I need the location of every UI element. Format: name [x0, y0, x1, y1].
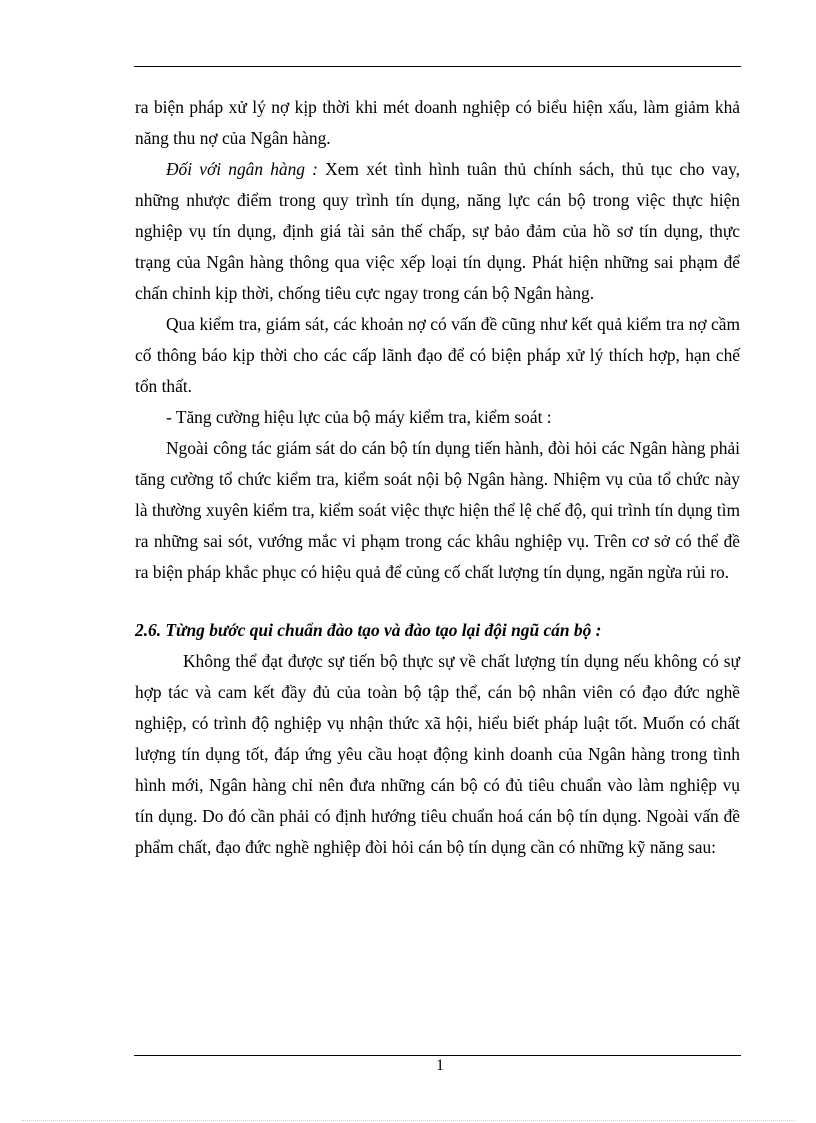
page-number: 1 [436, 1057, 444, 1074]
page-boundary [22, 1120, 794, 1121]
section-heading: 2.6. Từng bước qui chuẩn đào tạo và đào tạo lại đội ngũ cán bộ : [135, 620, 602, 640]
paragraph-lead: Đối với ngân hàng : [166, 159, 318, 179]
bullet-heading: - Tăng cường hiệu lực của bộ máy kiểm tra, kiểm soát : [166, 407, 552, 427]
paragraph: Ngoài công tác giám sát do cán bộ tín dụng tiến hành, đòi hỏi các Ngân hàng phải tăng cường tổ chức kiểm tra, kiểm soát nội bộ Ngân hàng. Nhiệm vụ của tổ chức này là thường xuyên kiểm tra, kiểm soát việc thực hiện thể lệ chế độ, qui trình tín dụng tìm ra những sai sót, vướng mắc vi phạm trong các khâu nghiệp vụ. Trên cơ sở có thể đề ra biện pháp khắc phục có hiệu quả để củng cố chất lượng tín dụng, ngăn ngừa rủi ro. [135, 438, 740, 582]
header-rule [134, 66, 741, 67]
paragraph: Qua kiểm tra, giám sát, các khoản nợ có vấn đề cũng như kết quả kiểm tra nợ cầm cố thông báo kịp thời cho các cấp lãnh đạo để có biện pháp xử lý thích hợp, hạn chế tổn thất. [135, 314, 740, 396]
paragraph [135, 154, 740, 309]
paragraph-body: Xem xét tình hình tuân thủ chính sách, thủ tục cho vay, những nhược điểm trong quy trình tín dụng, năng lực cán bộ trong việc thực hiện nghiệp vụ tín dụng, định giá tài sản thế chấp, sự bảo đảm của hồ sơ tín dụng, thực trạng của Ngân hàng thông qua việc xếp loại tín dụng. Phát hiện những sai phạm để chấn chỉnh kịp thời, chống tiêu cực ngay trong cán bộ Ngân hàng. [135, 159, 740, 303]
paragraph: Không thể đạt được sự tiến bộ thực sự về chất lượng tín dụng nếu không có sự hợp tác và cam kết đầy đủ của toàn bộ tập thể, cán bộ nhân viên có đạo đức nghề nghiệp, có trình độ nghiệp vụ nhận thức xã hội, hiểu biết pháp luật tốt. Muốn có chất lượng tín dụng tốt, đáp ứng yêu cầu hoạt động kinh doanh của Ngân hàng trong tình hình mới, Ngân hàng chỉ nên đưa những cán bộ có đủ tiêu chuẩn vào làm nghiệp vụ tín dụng. Do đó cần phải có định hướng tiêu chuẩn hoá cán bộ tín dụng. Ngoài vấn đề phẩm chất, đạo đức nghề nghiệp đòi hỏi cán bộ tín dụng cần có những kỹ năng sau: [135, 651, 740, 857]
footer-rule [134, 1055, 741, 1056]
document-body [135, 92, 740, 863]
paragraph: ra biện pháp xử lý nợ kịp thời khi mét doanh nghiệp có biểu hiện xấu, làm giảm khả năng thu nợ của Ngân hàng. [135, 97, 740, 148]
